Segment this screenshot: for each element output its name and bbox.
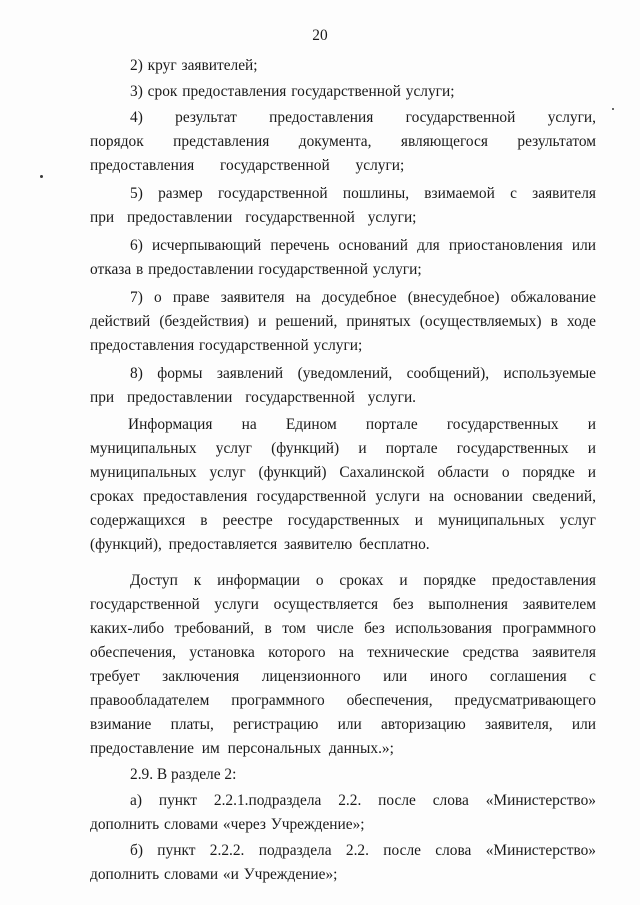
paragraph-section-2-9: 2.9. В разделе 2: [130, 766, 237, 783]
paragraph-information-access: Доступ к информации о сроках и порядке предоставления государственной услуги осуществляется без выполнения заявителем каких-либо требований, в том числе без использования программного обеспечения, установка которого на технические средства заявителя требует заключения лицензионного или иного соглашения с правообладателем программного обеспечения, предусматривающего взимание платы, регистрацию или авторизацию заявителя, или предоставление им персональных данных.»; [90, 572, 596, 757]
list-item-applicants: 2) круг заявителей; [130, 57, 258, 74]
scan-speck [40, 175, 43, 178]
list-item-application-forms: 8) формы заявлений (уведомлений, сообщений), используемые при предоставлении государственной услуги. [90, 365, 596, 406]
scan-speck [612, 108, 614, 110]
paragraph-portal-information: Информация на Едином портале государственных и муниципальных услуг (функций) и портале государственных и муниципальных услуг (функций) Сахалинской области о порядке и сроках предоставления государственной услуги на основании сведений, содержащихся в реестре государственных и муниципальных услуг (функций), предоставляется заявителю бесплатно. [90, 416, 596, 553]
document-body [90, 54, 596, 887]
list-item-service-result: 4) результат предоставления государственной услуги, порядок представления документа, являющегося результатом предоставления государственной услуги; [90, 109, 596, 174]
list-item-appeal-right: 7) о праве заявителя на досудебное (внесудебное) обжалование действий (бездействия) и решений, принятых (осуществляемых) в ходе предоставления государственной услуги; [90, 289, 596, 354]
paragraph-item-a: а) пункт 2.2.1.подраздела 2.2. после слова «Министерство» дополнить словами «через Учреждение»; [90, 792, 596, 833]
list-item-state-fee: 5) размер государственной пошлины, взимаемой с заявителя при предоставлении государственной услуги; [90, 185, 596, 226]
list-item-service-term: 3) срок предоставления государственной услуги; [130, 83, 455, 100]
page-number: 20 [312, 27, 328, 44]
list-item-refusal-grounds: 6) исчерпывающий перечень оснований для приостановления или отказа в предоставлении государственной услуги; [90, 237, 596, 278]
paragraph-item-b: б) пункт 2.2.2. подраздела 2.2. после слова «Министерство» дополнить словами «и Учреждение»; [90, 842, 596, 883]
